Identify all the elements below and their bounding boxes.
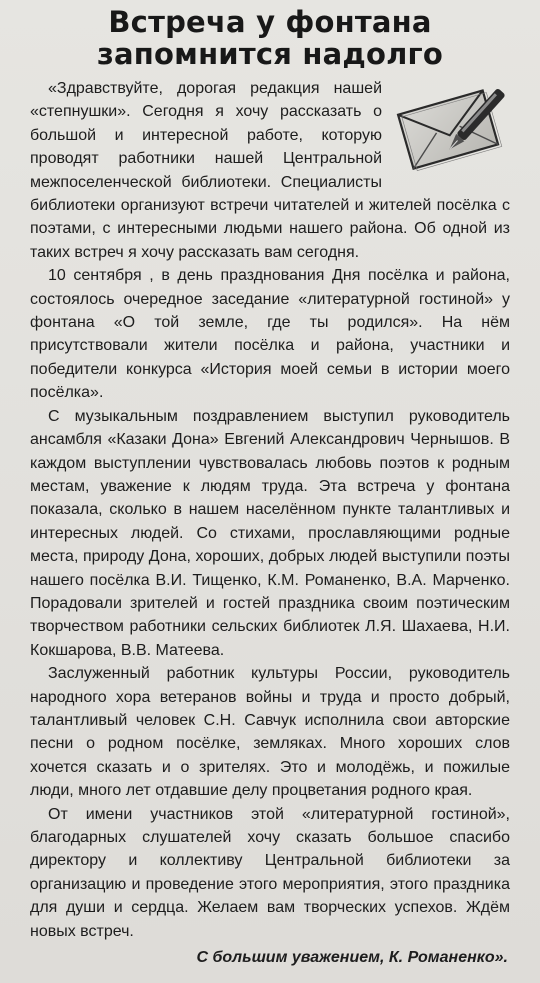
- headline-line-2: запомнится надолго: [96, 37, 444, 71]
- article-signature: С большим уважением, К. Романенко».: [196, 949, 508, 967]
- article-paragraph-3: С музыкальным поздравлением выступил руководитель ансамбля «Казаки Дона» Евгений Александрович Чернышов. В каждом выступлении чувствовалась любовь поэтов к родным местам, уважение к людям труда. Эта встреча у фонтана показала, сколько в нашем населённом пункте талантливых и интересных людей. Со стихами, прославляющими родные места, природу Дона, хороших, добрых людей выступили поэты нашего посёлка В.И. Тищенко, К.М. Романенко, В.А. Марченко. Порадовали зрителей и гостей праздника своим поэтическим творчеством работники сельских библиотек Л.Я. Шахаева, Н.И. Кокшарова, В.В. Матеева.: [30, 407, 510, 659]
- article-paragraph-4: Заслуженный работник культуры России, руководитель народного хора ветеранов войны и труда и просто добрый, талантливый человек С.Н. Савчук исполнила свои авторские песни о родном посёлке, земляках. Много хороших слов хочется сказать и о зрителях. Это и молодёжь, и пожилые люди, много лет отдавшие делу процветания родного края.: [30, 665, 510, 800]
- article-paragraph-2: 10 сентября , в день празднования Дня посёлка и района, состоялось очередное заседание «литературной гостиной» у фонтана «О той земле, где ты родился». На нём присутствовали жители посёлка и района, участники и победители конкурса «История моей семьи в истории моего посёлка».: [30, 267, 510, 402]
- article-body: [30, 77, 510, 943]
- article-paragraph-1: «Здравствуйте, дорогая редакция нашей «степнушки». Сегодня я хочу рассказать о большой и интересной работе, которую проводят работники нашей Центральной межпоселенческой библиотеки. Специалисты библиотеки организуют встречи читателей и жителей посёлка с поэтами, с интересными людьми нашего района. Об одной из таких встреч я хочу рассказать вам сегодня.: [30, 80, 510, 261]
- headline-line-1: Встреча у фонтана: [108, 5, 432, 39]
- article-paragraph-5: От имени участников этой «литературной гостиной», благодарных слушателей хочу сказать большое спасибо директору и коллективу Центральной библиотеки за организацию и проведение этого мероприятия, этого праздника для души и сердца. Желаем вам творческих успехов. Ждём новых встреч.: [30, 805, 510, 940]
- envelope-with-pen-icon: [390, 79, 510, 171]
- article-headline: [30, 6, 510, 70]
